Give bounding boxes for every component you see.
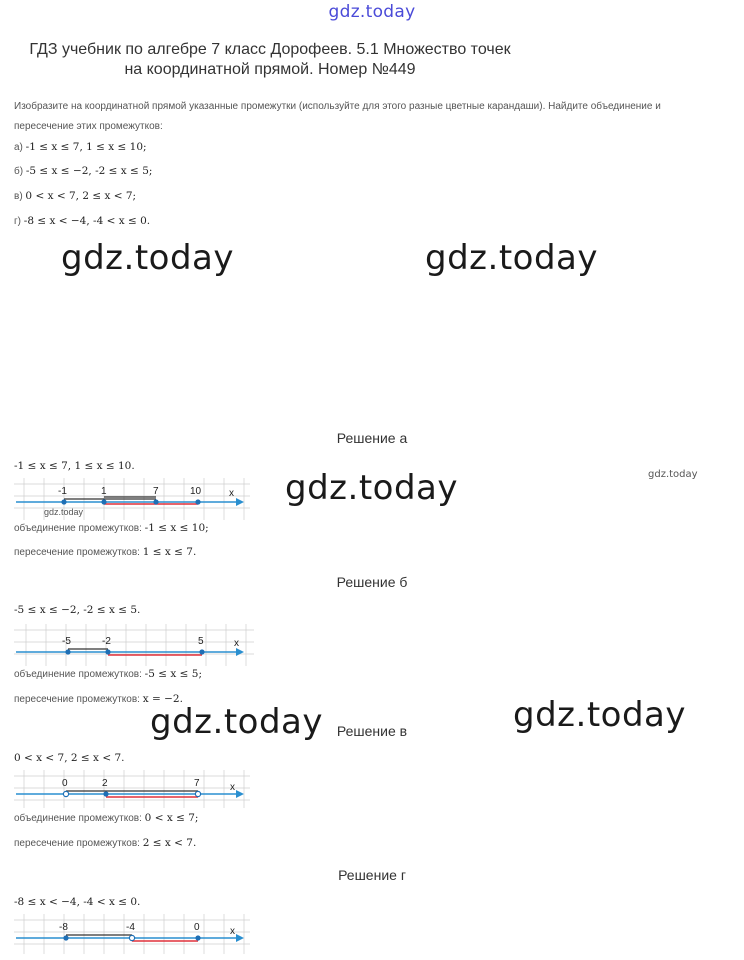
union-label: объединение промежутков:	[14, 813, 145, 824]
intersection-math: 2 ≤ x < 7.	[142, 837, 197, 849]
solution-c-intersection	[14, 836, 196, 851]
tick-label: 7	[194, 778, 200, 789]
task-text-line1: Изобразите на координатной прямой указанные промежутки (используйте для этого разные цветные карандаши). Найдите объединение и	[14, 101, 661, 112]
solution-a-union	[14, 521, 209, 536]
intersection-label: пересечение промежутков:	[14, 838, 143, 849]
task-item-label: а)	[14, 142, 26, 153]
axis-label: x	[234, 638, 239, 649]
grid	[14, 770, 250, 808]
tick-label: 2	[102, 778, 108, 789]
tick-label: -4	[126, 922, 135, 933]
axis-label: x	[230, 926, 235, 937]
point-marker-open	[63, 791, 68, 796]
union-label: объединение промежутков:	[14, 523, 145, 534]
watermark-small: gdz.today	[44, 507, 84, 517]
tick-label: 10	[190, 486, 202, 497]
point-marker	[61, 499, 66, 504]
tick-label: -5	[62, 636, 71, 647]
point-marker-open	[195, 791, 200, 796]
task-text-line2: пересечение этих промежутков:	[14, 121, 163, 132]
axis-arrow	[236, 648, 244, 656]
solution-b-condition: -5 ≤ x ≤ −2, -2 ≤ x ≤ 5.	[14, 604, 141, 616]
solution-b-heading: Решение б	[336, 574, 408, 590]
point-marker	[63, 935, 68, 940]
number-line-a	[14, 478, 250, 520]
solution-b-union	[14, 667, 202, 682]
axis-label: x	[229, 488, 234, 499]
task-item-label: б)	[14, 166, 26, 177]
page-title: ГДЗ учебник по алгебре 7 класс Дорофеев. 5.1 Множество точек на координатной прямой. Номер №449	[29, 41, 511, 78]
watermark: gdz.today	[285, 468, 458, 508]
axis-arrow	[236, 934, 244, 942]
task-item-b	[14, 164, 152, 179]
point-marker	[103, 791, 108, 796]
watermark-small: gdz.today	[648, 469, 698, 480]
task-item-math: 0 < x < 7, 2 ≤ x < 7;	[25, 190, 137, 202]
watermark: gdz.today	[61, 238, 234, 278]
solution-a-heading: Решение а	[336, 430, 408, 446]
watermark: gdz.today	[150, 702, 323, 742]
tick-label: 7	[153, 486, 159, 497]
union-math: 0 < x ≤ 7;	[144, 812, 199, 824]
tick-label: 0	[62, 778, 68, 789]
solution-d-condition: -8 ≤ x < −4, -4 < x ≤ 0.	[14, 896, 141, 908]
point-marker	[195, 499, 200, 504]
task-item-d	[14, 214, 150, 229]
solution-a-condition: -1 ≤ x ≤ 7, 1 ≤ x ≤ 10.	[14, 460, 135, 472]
task-item-label: в)	[14, 191, 26, 202]
task-item-math: -8 ≤ x < −4, -4 < x ≤ 0.	[23, 215, 151, 227]
union-math: -1 ≤ x ≤ 10;	[144, 522, 209, 534]
intersection-label: пересечение промежутков:	[14, 547, 143, 558]
point-marker	[105, 649, 110, 654]
number-line-b	[14, 624, 254, 666]
axis-label: x	[230, 782, 235, 793]
intersection-label: пересечение промежутков:	[14, 694, 143, 705]
grid	[14, 624, 254, 666]
solution-c-union	[14, 811, 198, 826]
solution-d-heading: Решение г	[338, 867, 406, 883]
site-logo[interactable]: gdz.today	[328, 2, 416, 22]
tick-label: -8	[59, 922, 68, 933]
solution-c-condition: 0 < x < 7, 2 ≤ x < 7.	[14, 752, 125, 764]
solution-c-heading: Решение в	[336, 723, 408, 739]
point-marker	[101, 499, 106, 504]
point-marker	[153, 499, 158, 504]
watermark: gdz.today	[425, 238, 598, 278]
task-item-a	[14, 140, 147, 155]
task-item-label: г)	[14, 216, 24, 227]
point-marker-open	[129, 935, 134, 940]
task-text	[14, 100, 739, 134]
point-marker	[65, 649, 70, 654]
axis-arrow	[236, 790, 244, 798]
tick-label: 5	[198, 636, 204, 647]
tick-label: -1	[58, 486, 67, 497]
union-math: -5 ≤ x ≤ 5;	[144, 668, 202, 680]
number-line-d	[14, 914, 250, 954]
task-item-math: -1 ≤ x ≤ 7, 1 ≤ x ≤ 10;	[25, 141, 147, 153]
grid	[14, 914, 250, 954]
tick-label: 1	[101, 486, 107, 497]
intersection-math: 1 ≤ x ≤ 7.	[142, 546, 197, 558]
tick-label: 0	[194, 922, 200, 933]
solution-a-intersection	[14, 545, 196, 560]
number-line-c	[14, 770, 250, 808]
axis-arrow	[236, 498, 244, 506]
watermark: gdz.today	[513, 695, 686, 735]
tick-label: -2	[102, 636, 111, 647]
task-item-c	[14, 189, 136, 204]
intersection-math: x = −2.	[142, 693, 183, 705]
task-item-math: -5 ≤ x ≤ −2, -2 ≤ x ≤ 5;	[25, 165, 153, 177]
union-label: объединение промежутков:	[14, 669, 145, 680]
point-marker	[195, 935, 200, 940]
point-marker	[199, 649, 204, 654]
